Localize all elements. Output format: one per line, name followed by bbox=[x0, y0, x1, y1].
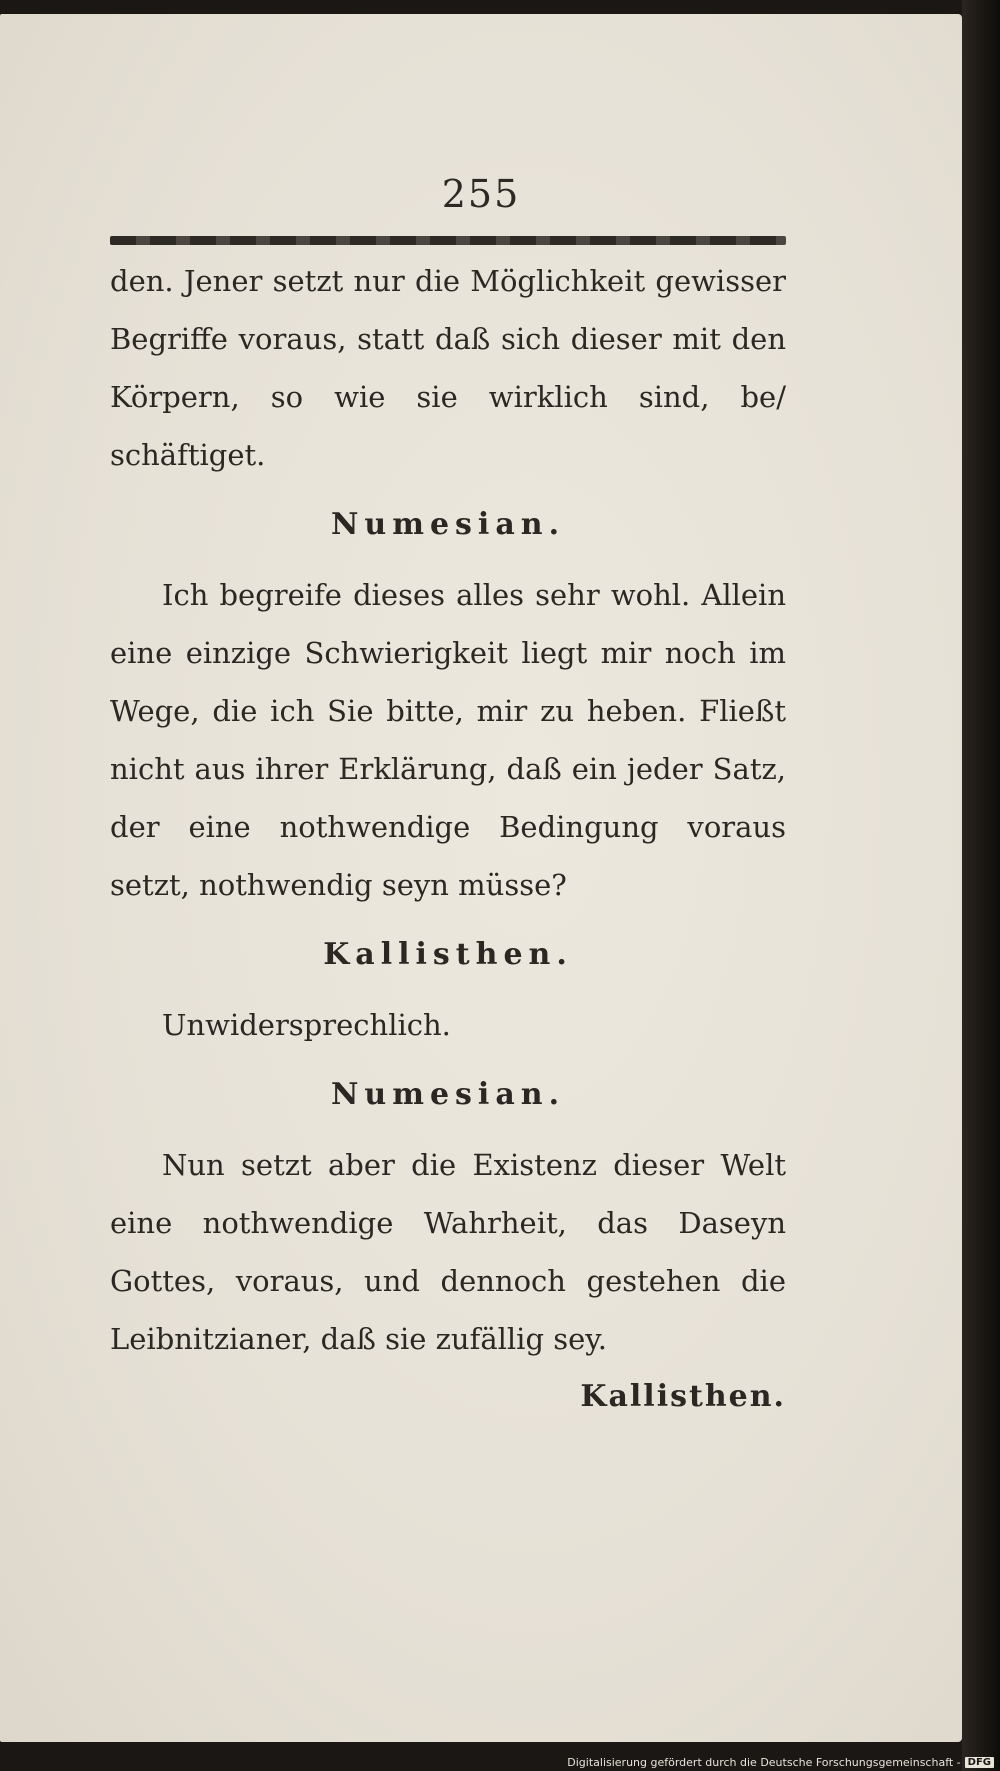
digitization-footer bbox=[567, 1756, 994, 1769]
dfg-logo: DFG bbox=[965, 1757, 994, 1768]
speaker-heading-2: Kallisthen. bbox=[323, 937, 573, 972]
paragraph-2: Ich begreife dieses alles sehr wohl. Allein eine einzige Schwierigkeit liegt mir noch im Wege, die ich Sie bitte, mir zu heben. Fließt nicht aus ihrer Erklärung, daß ein jeder Satz, der eine nothwendige Bedingung voraus setzt, nothwendig seyn müsse? bbox=[110, 578, 786, 902]
text-body bbox=[110, 252, 786, 1426]
speaker-heading-1: Numesian. bbox=[330, 507, 566, 542]
paragraph-3: Unwidersprechlich. bbox=[162, 1008, 451, 1042]
page-number: 255 bbox=[441, 172, 521, 216]
book-page bbox=[0, 14, 962, 1742]
paragraph-1: den. Jener setzt nur die Möglichkeit gewisser Begriffe voraus, statt daß sich dieser mit den Körpern, so wie sie wirklich sind, be/ schäftiget. bbox=[110, 264, 786, 472]
header-rule bbox=[110, 236, 786, 245]
book-spine-edge bbox=[962, 0, 1000, 1771]
speaker-heading-3: Numesian. bbox=[330, 1077, 566, 1112]
catchword: Kallisthen. bbox=[580, 1379, 786, 1414]
footer-text: Digitalisierung gefördert durch die Deutsche Forschungsgemeinschaft - bbox=[567, 1756, 961, 1769]
paragraph-4: Nun setzt aber die Existenz dieser Welt eine nothwendige Wahrheit, das Daseyn Gottes, voraus, und dennoch gestehen die Leibnitzianer, daß sie zufällig sey. bbox=[110, 1148, 786, 1356]
